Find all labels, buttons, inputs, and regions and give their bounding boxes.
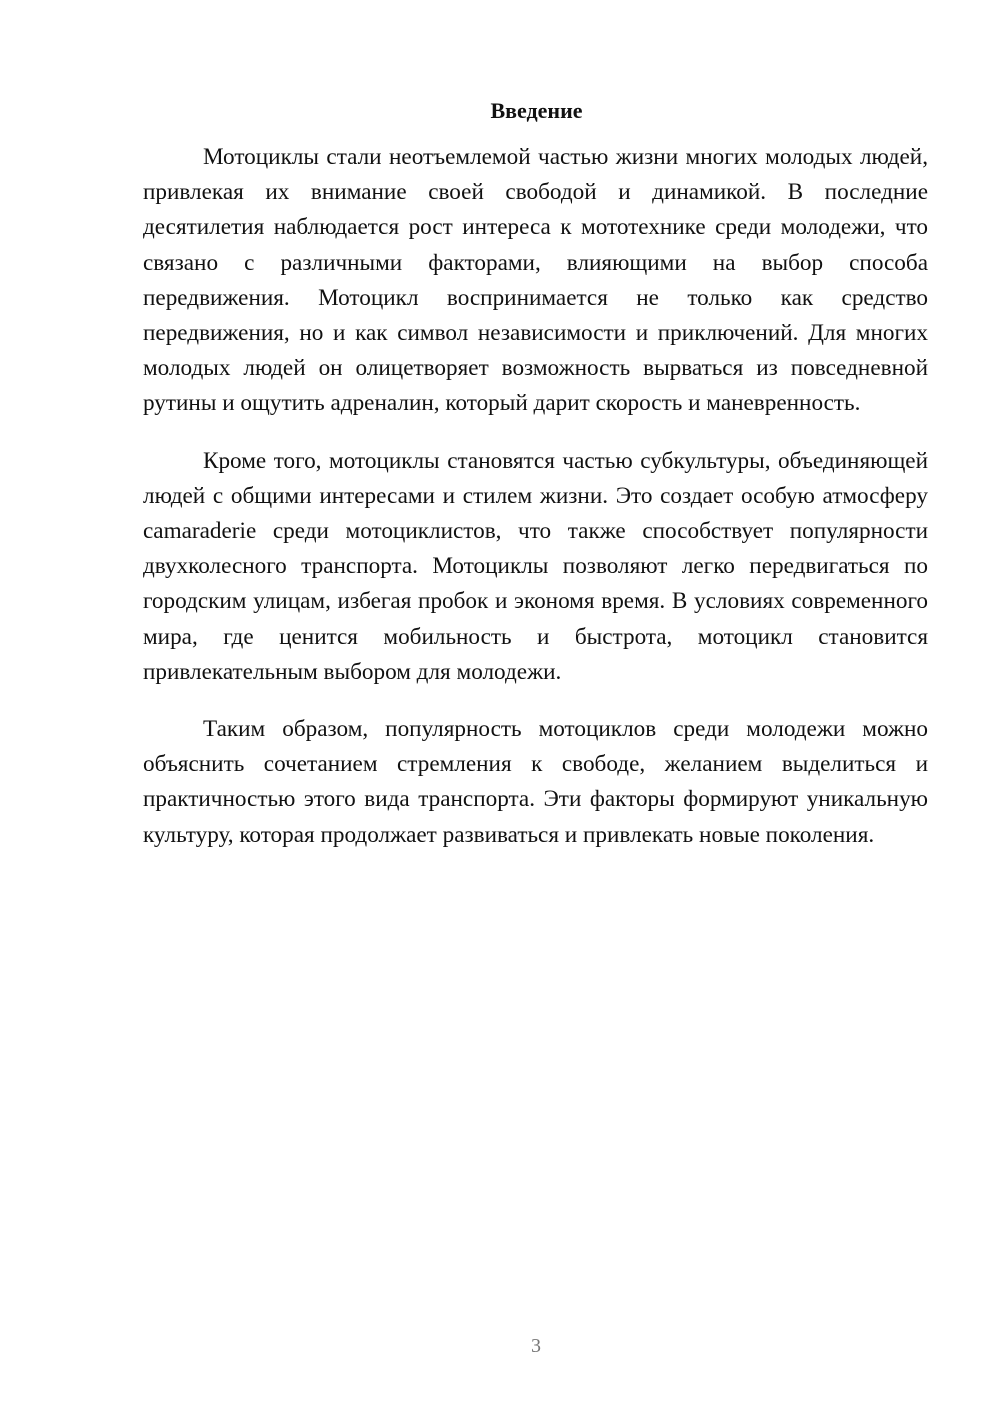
paragraph-2: Кроме того, мотоциклы становятся частью субкультуры, объединяющей людей с общими интересами и стилем жизни. Это создает особую атмосферу camaraderie среди мотоциклистов, что также способствует популярности двухколесного транспорта. Мотоциклы позволяют легко передвигаться по городским улицам, избегая пробок и экономя время. В условиях современного мира, где ценится мобильность и быстрота, мотоцикл становится привлекательным выбором для молодежи. — [143, 447, 928, 685]
page-number: 3 — [531, 1335, 541, 1357]
section-title: Введение — [490, 98, 583, 123]
paragraph-1: Мотоциклы стали неотъемлемой частью жизни многих молодых людей, привлекая их внимание своей свободой и динамикой. В последние десятилетия наблюдается рост интереса к мототехнике среди молодежи, что связано с различными факторами, влияющими на выбор способа передвижения. Мотоцикл воспринимается не только как средство передвижения, но и как символ независимости и приключений. Для многих молодых людей он олицетворяет возможность вырваться из повседневной рутины и ощутить адреналин, который дарит скорость и маневренность. — [143, 144, 928, 417]
page-content — [143, 96, 928, 875]
paragraph-3: Таким образом, популярность мотоциклов среди молодежи можно объяснить сочетанием стремления к свободе, желанием выделиться и практичностью этого вида транспорта. Эти факторы формируют уникальную культуру, которая продолжает развиваться и привлекать новые поколения. — [143, 716, 928, 848]
